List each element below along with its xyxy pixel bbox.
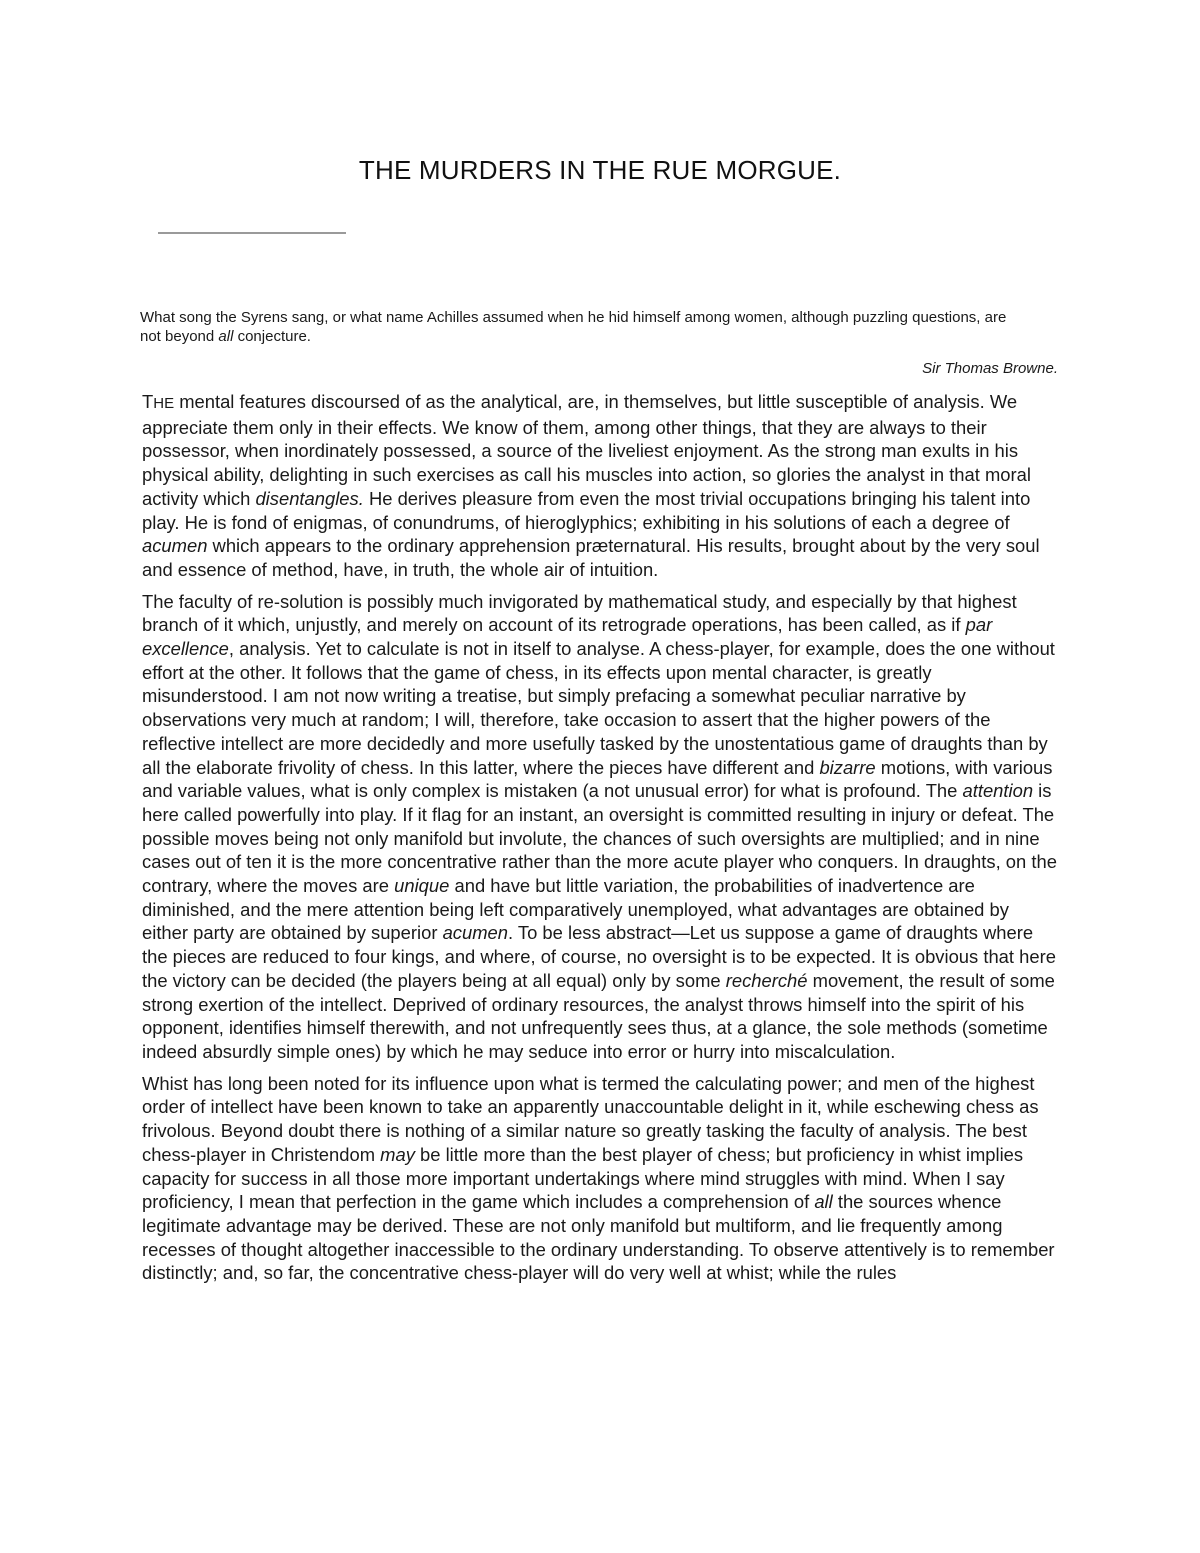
paragraph-italic: bizarre bbox=[819, 756, 876, 778]
title-divider bbox=[158, 232, 346, 234]
paragraph-text: He derives pleasure from even the most trivial occupations bringing his talent into play. He is fond of enigmas, of conundrums, of hieroglyphics; exhibiting in his solutions of each a degree of bbox=[142, 487, 1031, 533]
paragraph-text: Whist has long been noted for its influence upon what is termed the calculating power; and men of the highest order of intellect have been known to take an apparently unaccountable delight in it, while eschewing chess as frivolous. Beyond doubt there is nothing of a similar nature so greatly tasking the faculty of analysis. The best chess-player in Christendom bbox=[142, 1072, 1039, 1165]
paragraph-italic: may bbox=[380, 1143, 415, 1165]
paragraph-text: movement, the result of some strong exertion of the intellect. Deprived of ordinary resources, the analyst throws himself into the spirit of his opponent, identifies himself therewith, and not unfrequently sees thus, at a glance, the sole methods (sometime indeed absurdly simple ones) by which he may seduce into error or hurry into miscalculation. bbox=[142, 969, 1055, 1062]
paragraph-italic: recherché bbox=[725, 969, 808, 991]
paragraph-1 bbox=[142, 390, 1058, 582]
paragraph-text: is here called powerfully into play. If it flag for an instant, an oversight is committed resulting in injury or defeat. The possible moves being not only manifold but involute, the chances of such oversights are multiplied; and in nine cases out of ten it is the more concentrative rather than the more acute player who conquers. In draughts, on the contrary, where the moves are bbox=[142, 780, 1057, 897]
paragraph-text: which appears to the ordinary apprehension præternatural. His results, brought about by the very soul and essence of method, have, in truth, the whole air of intuition. bbox=[142, 535, 1040, 580]
paragraph-text: , analysis. Yet to calculate is not in itself to analyse. A chess-player, for example, does the one without effort at the other. It follows that the game of chess, in its effects upon mental character, is greatly misunderstood. I am not now writing a treatise, but simply prefacing a somewhat peculiar narrative by observations very much at random; I will, therefore, take occasion to assert that the higher powers of the reflective intellect are more decidedly and more usefully tasked by the unostentatious game of draughts than by all the elaborate frivolity of chess. In this latter, where the pieces have different and bbox=[142, 638, 1055, 778]
paragraph-text: be little more than the best player of chess; but proficiency in whist implies capacity for success in all those more important undertakings where mind struggles with mind. When I say proficiency, I mean that perfection in the game which includes a comprehension of bbox=[142, 1143, 1024, 1213]
paragraph-text: mental features discoursed of as the analytical, are, in themselves, but little susceptible of analysis. We appreciate them only in their effects. We know of them, among other things, that they are always to their possessor, when inordinately possessed, a source of the liveliest enjoyment. As the strong man exults in his physical ability, delighting in such exercises as call his muscles into action, so glories the analyst in that moral activity which bbox=[142, 391, 1031, 509]
page-title: THE MURDERS IN THE RUE MORGUE. bbox=[358, 155, 842, 185]
epigraph bbox=[140, 308, 1020, 346]
paragraph-text: and have but little variation, the probabilities of inadvertence are diminished, and the mere attention being left comparatively unemployed, what advantages are obtained by either party are obtained by superior bbox=[142, 875, 1009, 944]
paragraph-text: the sources whence legitimate advantage may be derived. These are not only manifold but multiform, and lie frequently among recesses of thought altogether inaccessible to the ordinary understanding. To observe attentively is to remember distinctly; and, so far, the concentrative chess-player will do very well at whist; while the rules bbox=[142, 1191, 1055, 1284]
dropcap-smallcaps: HE bbox=[153, 395, 175, 412]
paragraph-text: motions, with various and variable values, what is only complex is mistaken (a not unusual error) for what is profound. The bbox=[142, 756, 1053, 802]
paragraph-italic: attention bbox=[962, 780, 1034, 802]
dropcap: T bbox=[142, 391, 154, 412]
epigraph-text: What song the Syrens sang, or what name Achilles assumed when he hid himself among women, although puzzling questions, are not beyond bbox=[140, 309, 1007, 345]
body-text bbox=[142, 390, 1058, 1293]
epigraph-text-end: conjecture. bbox=[233, 328, 311, 345]
paragraph-text: . To be less abstract—Let us suppose a game of draughts where the pieces are reduced to four kings, and where, of course, no oversight is to be expected. It is obvious that here the victory can be decided (the players being at all equal) only by some bbox=[142, 922, 1056, 991]
epigraph-italic: all bbox=[218, 328, 234, 345]
epigraph-attribution: Sir Thomas Browne. bbox=[922, 360, 1058, 377]
paragraph-italic: disentangles. bbox=[255, 487, 364, 509]
paragraph-italic: acumen bbox=[442, 922, 508, 944]
paragraph-3 bbox=[142, 1072, 1058, 1285]
paragraph-italic: all bbox=[814, 1191, 833, 1213]
paragraph-2 bbox=[142, 590, 1058, 1064]
paragraph-italic: unique bbox=[394, 875, 450, 897]
paragraph-text: The faculty of re-solution is possibly much invigorated by mathematical study, and especially by that highest branch of it which, unjustly, and merely on account of its retrograde operations, has been called, as if bbox=[142, 590, 1017, 636]
paragraph-italic: par excellence bbox=[142, 614, 993, 660]
paragraph-italic: acumen bbox=[142, 535, 208, 557]
